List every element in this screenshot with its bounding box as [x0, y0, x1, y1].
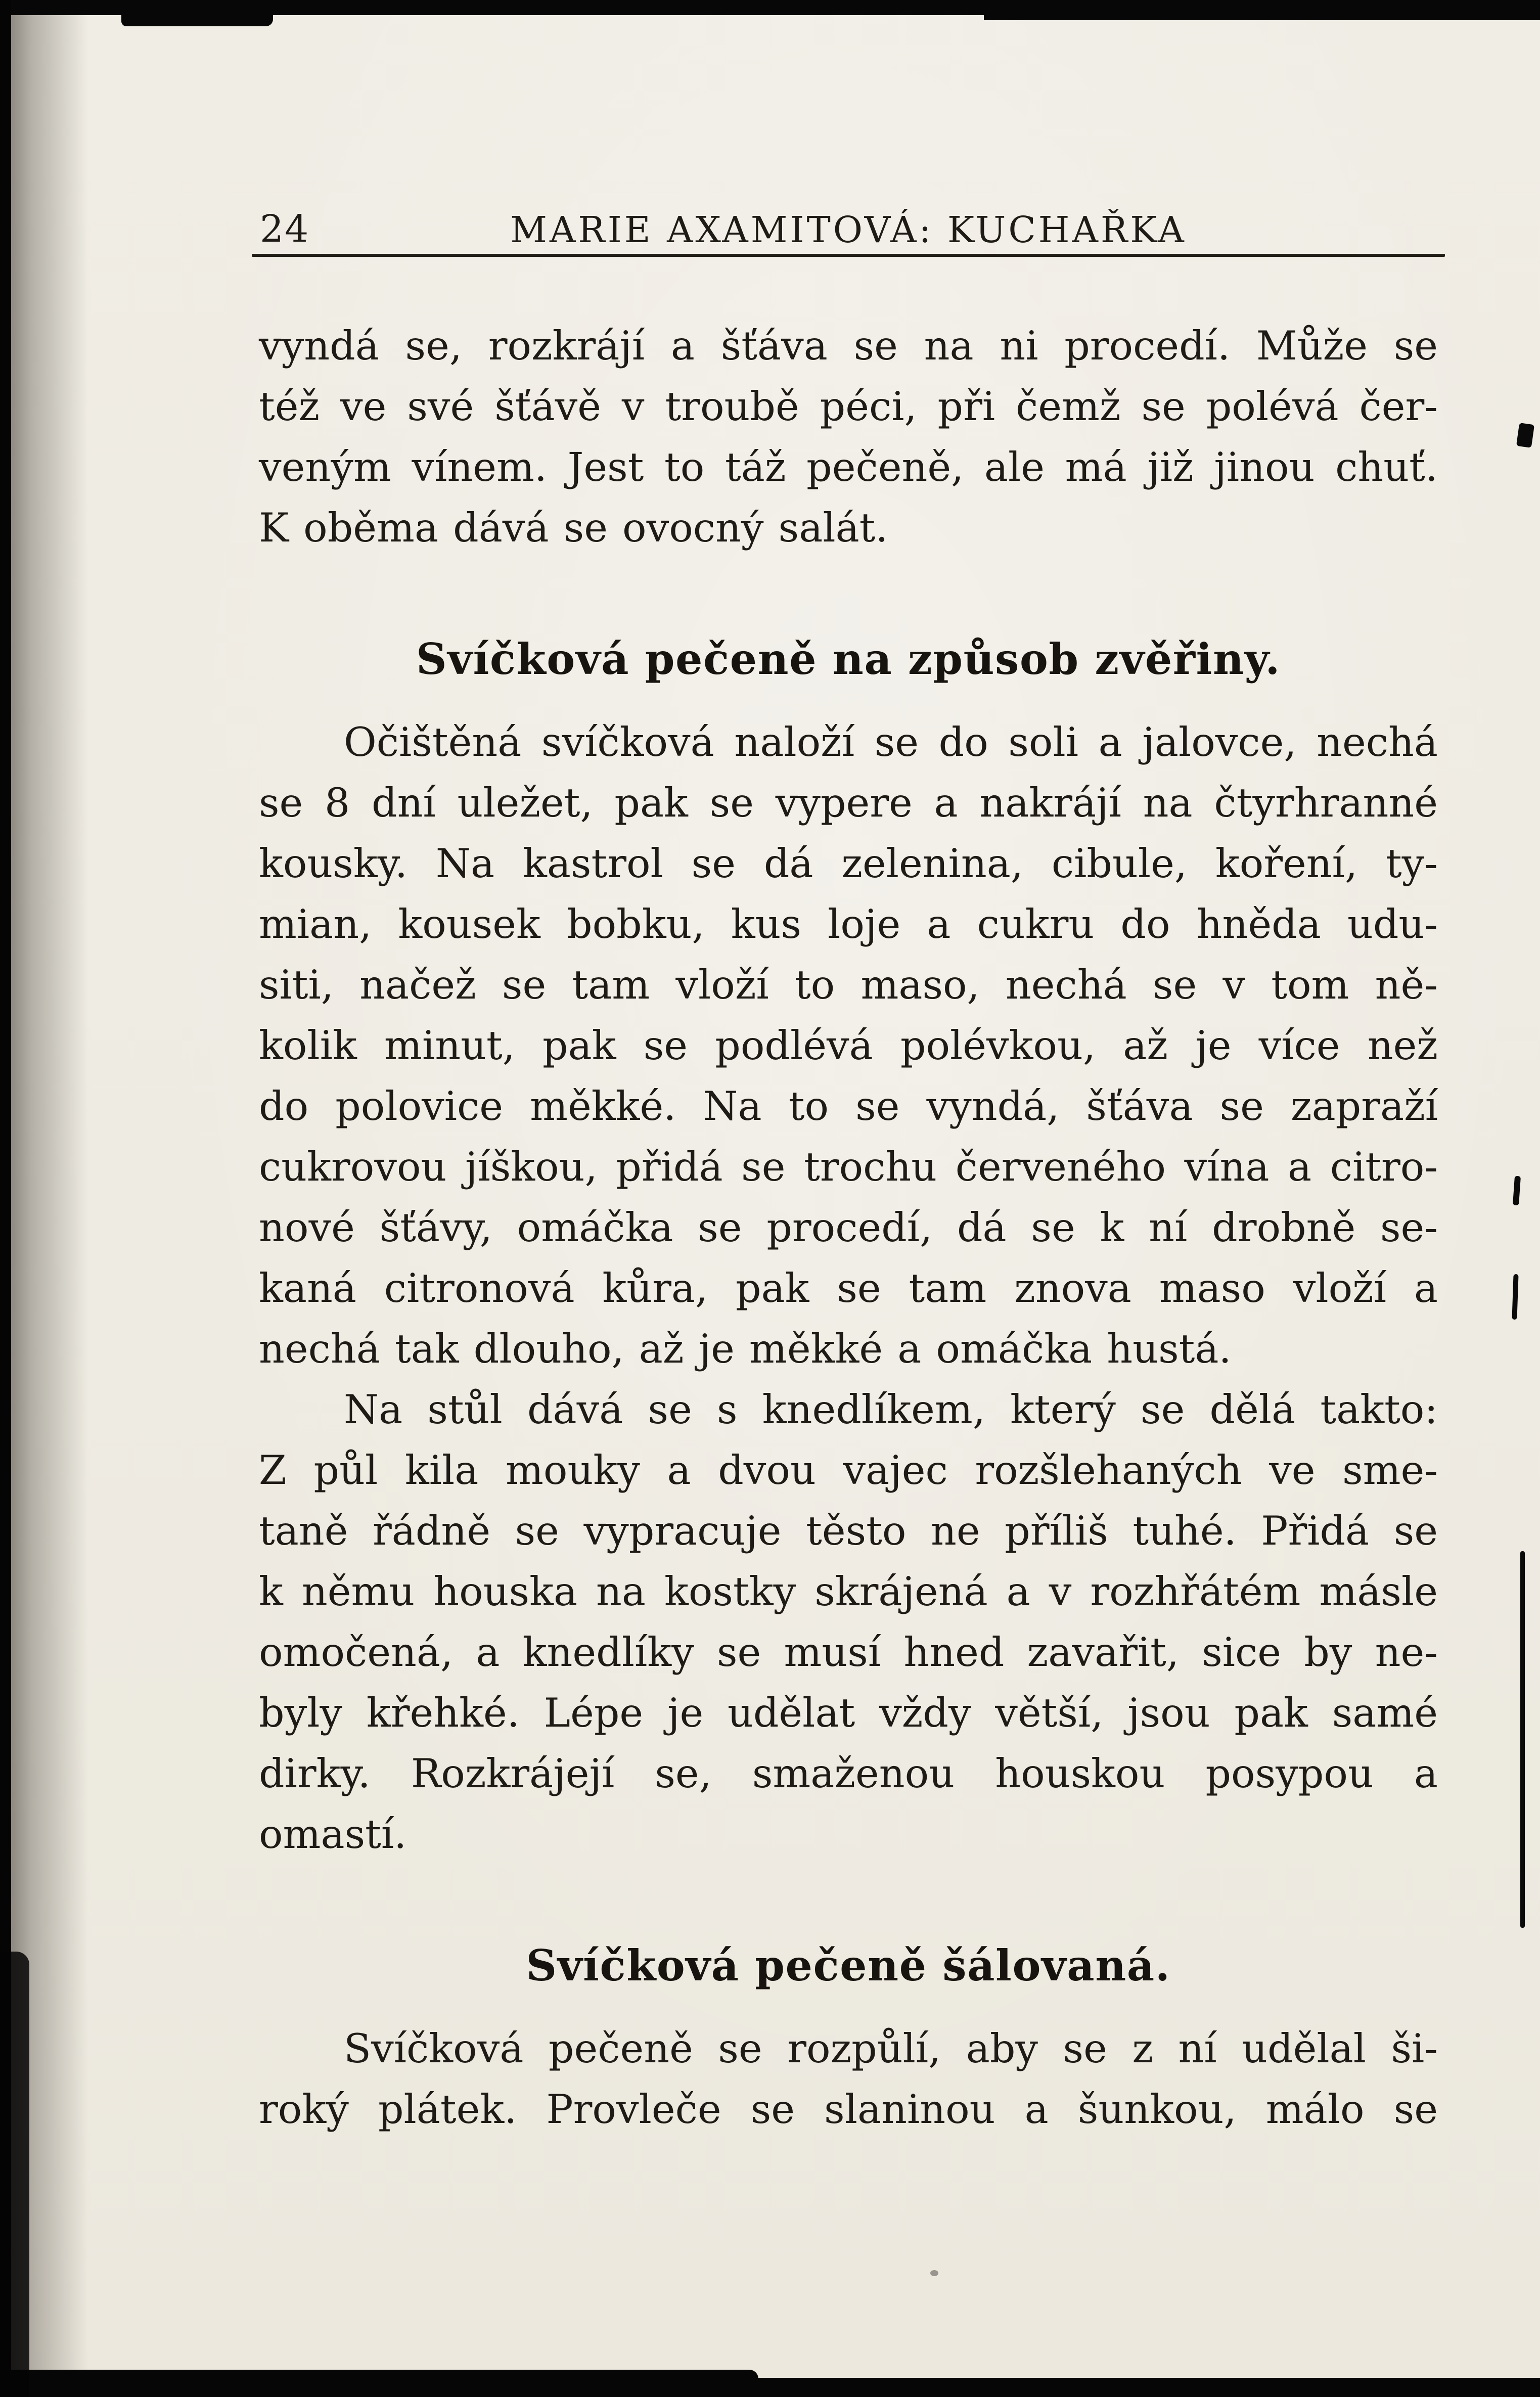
scan-edge-top-blot: [121, 0, 273, 26]
text-line: cukrovou jíškou, přidá se trochu červeného vína a citro-: [259, 1144, 1438, 1190]
scan-edge-bottom-blot: [0, 2370, 758, 2397]
scan-artifact: [1513, 1176, 1521, 1206]
text-line: Na stůl dává se s knedlíkem, který se dělá takto:: [344, 1386, 1438, 1433]
header-rule: [252, 254, 1445, 257]
text-line: též ve své šťávě v troubě péci, při čemž se polévá čer-: [259, 383, 1438, 430]
paragraph: [259, 315, 1438, 558]
running-title: MARIE AXAMITOVÁ: KUCHAŘKA: [510, 209, 1187, 251]
text-line: K oběma dává se ovocný salát.: [259, 505, 888, 551]
text-line: siti, načež se tam vloží to maso, nechá se v tom ně-: [259, 962, 1438, 1008]
scan-artifact: [1516, 423, 1534, 448]
paragraph: [259, 1379, 1438, 1865]
text-line: Svíčková pečeně se rozpůlí, aby se z ní udělal ši-: [344, 2025, 1438, 2072]
text-line: kousky. Na kastrol se dá zelenina, cibule, koření, ty-: [259, 840, 1438, 887]
page-content: [252, 207, 1445, 2140]
scan-artifact: [1512, 1274, 1518, 1320]
text-line: kaná citronová kůra, pak se tam znova maso vloží a: [259, 1265, 1438, 1311]
running-head: [252, 207, 1445, 254]
text-line: omastí.: [259, 1811, 407, 1858]
recipe-heading: Svíčková pečeně šálovaná.: [526, 1940, 1171, 1991]
text-line: k němu houska na kostky skrájená a v rozhřátém másle: [259, 1568, 1438, 1615]
page-text: [252, 315, 1445, 2140]
paragraph: [259, 2018, 1438, 2140]
text-line: nové šťávy, omáčka se procedí, dá se k ní drobně se-: [259, 1204, 1438, 1251]
text-line: veným vínem. Jest to táž pečeně, ale má již jinou chuť.: [259, 444, 1438, 490]
text-line: Z půl kila mouky a dvou vajec rozšlehaných ve sme-: [259, 1447, 1438, 1494]
scan-edge-left-blot: [0, 1952, 29, 2397]
scan-edge-top-right: [984, 0, 1540, 20]
text-line: roký plátek. Provleče se slaninou a šunkou, málo se: [259, 2086, 1438, 2133]
text-line: kolik minut, pak se podlévá polévkou, až je více než: [259, 1022, 1438, 1069]
text-line: omočená, a knedlíky se musí hned zavařit, sice by ne-: [259, 1629, 1438, 1676]
text-line: do polovice měkké. Na to se vyndá, šťáva se zapraží: [259, 1083, 1438, 1129]
text-line: Očištěná svíčková naloží se do soli a jalovce, nechá: [344, 719, 1438, 765]
text-line: dirky. Rozkrájejí se, smaženou houskou posypou a: [259, 1750, 1438, 1797]
text-line: mian, kousek bobku, kus loje a cukru do hněda udu-: [259, 901, 1438, 947]
page-number: 24: [260, 207, 310, 251]
scan-artifact: [1520, 1551, 1525, 1928]
text-line: se 8 dní uležet, pak se vypere a nakrájí na čtyrhranné: [259, 780, 1438, 826]
text-line: taně řádně se vypracuje těsto ne příliš tuhé. Přidá se: [259, 1508, 1438, 1554]
text-line: nechá tak dlouho, až je měkké a omáčka hustá.: [259, 1326, 1232, 1372]
text-line: vyndá se, rozkrájí a šťáva se na ni procedí. Může se: [259, 323, 1438, 369]
recipe-heading: Svíčková pečeně na způsob zvěřiny.: [416, 634, 1281, 684]
text-line: byly křehké. Lépe je udělat vždy větší, jsou pak samé: [259, 1690, 1438, 1736]
paragraph: [259, 712, 1438, 1379]
scan-artifact: [930, 2270, 938, 2276]
